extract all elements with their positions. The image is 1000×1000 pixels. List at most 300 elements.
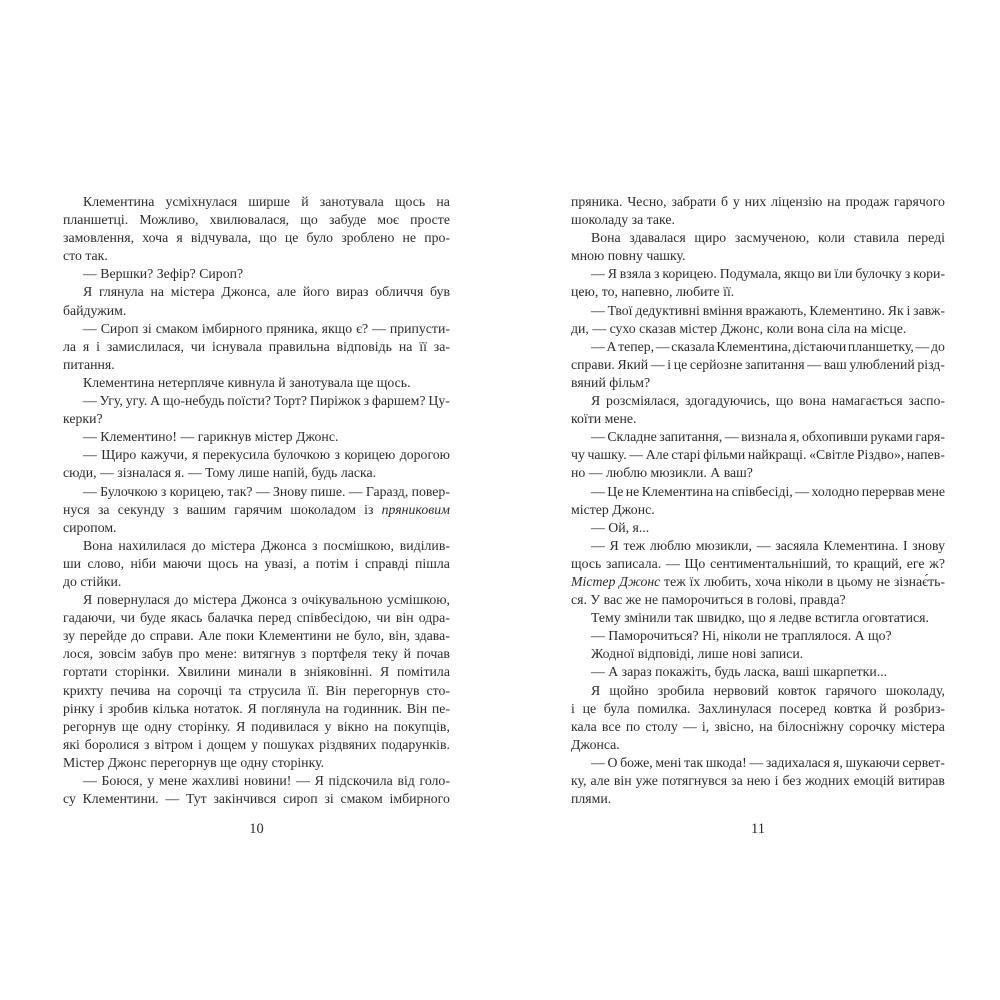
word: сироп [282, 791, 318, 807]
word: на [157, 682, 171, 698]
word: щось [394, 194, 426, 209]
word: маючи [162, 555, 202, 571]
word: поки [225, 628, 255, 644]
word: напевно, [621, 284, 673, 300]
word: Клементини. [82, 791, 159, 807]
word: у [147, 773, 155, 788]
word: Цу- [428, 393, 450, 409]
word: в [826, 573, 834, 589]
word: но [571, 465, 586, 481]
word: — [296, 773, 310, 788]
word: з [363, 393, 370, 409]
word: та [229, 682, 242, 698]
word: перегорнув [353, 682, 420, 698]
word: нервовий [713, 682, 769, 698]
word: ледве [779, 610, 812, 626]
word: Клементина [641, 483, 714, 499]
text-line [63, 736, 450, 754]
word: Він [325, 682, 347, 698]
word: посмішкою, [323, 537, 395, 553]
text-line [571, 682, 945, 700]
word: щось. [376, 374, 411, 390]
word: Щиро [101, 447, 137, 463]
text-line [571, 302, 945, 320]
word: припусти- [389, 320, 450, 336]
word: них [744, 194, 767, 209]
word: вона [799, 393, 826, 409]
word: завж- [913, 302, 945, 318]
word: Я [314, 773, 324, 788]
word: витирав [898, 773, 945, 788]
word: повернулася [96, 592, 170, 608]
word: на [374, 718, 388, 734]
word: — [187, 465, 202, 481]
word: сорочці [177, 682, 223, 698]
word: дорогою [399, 447, 450, 463]
word: лише [238, 465, 270, 481]
word: що [259, 230, 277, 246]
word: любите [675, 284, 720, 300]
word: портфеля [311, 646, 368, 662]
word: — [83, 483, 97, 499]
word: її [419, 338, 427, 354]
text-line [63, 283, 450, 301]
word: Ні, [702, 628, 720, 644]
word: Джонс, [720, 320, 764, 336]
word: і [99, 700, 104, 716]
word: чашку. [646, 248, 686, 264]
word: Тему [591, 610, 621, 626]
word: різдвяних [319, 736, 377, 752]
word: булочкою [273, 447, 331, 463]
word: Я [591, 682, 601, 698]
word: до [931, 338, 945, 354]
word: містер [679, 320, 718, 336]
word: в [746, 592, 754, 608]
word: Торт? [273, 393, 308, 409]
word: — [83, 266, 97, 282]
word: було [306, 230, 334, 246]
word: — [83, 429, 97, 445]
text-line [63, 663, 450, 681]
word: перегорнув [150, 754, 217, 770]
word: Я [607, 266, 617, 282]
word: вяний [571, 374, 606, 390]
word: то, [601, 284, 618, 300]
word: гадаючи, [63, 610, 116, 626]
word: будь [714, 664, 741, 680]
word: Боюся, [101, 773, 143, 788]
word: вас [603, 592, 623, 608]
word: це [284, 230, 299, 246]
word: — [591, 266, 605, 282]
word: ж? [929, 555, 945, 571]
text-line [63, 464, 450, 482]
word: існувала [212, 338, 262, 354]
text-line [63, 338, 450, 356]
word: Тому [205, 465, 235, 481]
word: ди, [571, 320, 589, 336]
word: очікувальною [301, 592, 383, 608]
word: з [291, 592, 297, 608]
word: покажіть, [655, 664, 712, 680]
word: з [904, 266, 911, 282]
text-line [63, 591, 450, 609]
word: про- [424, 230, 450, 246]
word: забрати [671, 194, 717, 209]
word: — [180, 429, 195, 445]
word: Можливо, [139, 212, 199, 228]
word: за [97, 501, 110, 517]
word: від [397, 773, 415, 788]
word: містер [571, 501, 609, 517]
word: була [603, 700, 630, 716]
word: Я [236, 718, 246, 734]
word: зараз [621, 664, 652, 680]
text-line [63, 410, 450, 428]
word: на [150, 284, 165, 300]
word: він [613, 773, 632, 788]
word: сюди, [63, 465, 97, 481]
word: вміння [702, 302, 743, 318]
word: Булочкою [100, 483, 158, 499]
word: ставила [853, 230, 900, 246]
word: пішла [414, 555, 450, 571]
text-line [571, 718, 945, 736]
word: ваш? [723, 465, 753, 481]
word: замовлення, [63, 230, 135, 246]
word: Хвилини [177, 664, 231, 680]
left-page-text-column [63, 193, 450, 808]
word: до [174, 592, 189, 608]
word: Це [607, 483, 624, 499]
word: поглянула [261, 700, 321, 716]
word: підскочила [328, 773, 393, 788]
word: її. [307, 682, 319, 698]
text-line [63, 754, 450, 772]
word: теж [623, 537, 646, 553]
word: здава- [414, 628, 450, 644]
word: Джонс [619, 573, 661, 589]
word: містера [211, 537, 256, 553]
text-line [571, 537, 945, 555]
word: зніяковінні. [303, 664, 373, 680]
word: різд- [917, 356, 945, 372]
word: — [915, 338, 930, 354]
word: новини! [243, 773, 292, 788]
word: їли [834, 266, 853, 282]
word: чи [190, 338, 206, 354]
word: столу [645, 718, 678, 734]
word: Вона [591, 230, 621, 246]
text-line [571, 446, 945, 464]
word: відповідь [336, 338, 392, 354]
word: печива [110, 682, 151, 698]
word: потім [315, 555, 349, 571]
word: Зефір? [156, 266, 196, 282]
word: зроблено [341, 230, 395, 246]
word: — [83, 320, 97, 336]
word: білосніжну [777, 718, 844, 734]
word: Джонс [107, 754, 147, 770]
word: — [650, 356, 665, 372]
word: Містер [63, 754, 105, 770]
word: Як [887, 302, 904, 318]
word: відповіді, [637, 646, 695, 662]
word: гаря- [915, 429, 945, 445]
word: струсила [248, 682, 301, 698]
word: я [769, 610, 776, 626]
word: зробив [107, 700, 148, 716]
text-line [571, 283, 945, 301]
word: з [160, 483, 167, 499]
word: я [82, 338, 90, 354]
word: я, [832, 754, 843, 770]
word: співбесідою, [296, 610, 372, 626]
word: сказала [671, 338, 715, 354]
word: сто- [426, 682, 450, 698]
word: Але [645, 447, 669, 463]
word: просте [410, 212, 450, 228]
word: справи. [571, 356, 615, 372]
text-line [571, 320, 945, 338]
word: теж [664, 573, 686, 589]
word: Я [83, 592, 93, 608]
word: покупців, [393, 718, 450, 734]
word: встигла [814, 610, 859, 626]
word: керки? [63, 411, 103, 427]
text-line [63, 609, 450, 627]
word: коли [766, 320, 794, 336]
word: його [302, 284, 330, 300]
word: щиро [694, 230, 727, 246]
word: — [592, 320, 607, 336]
text-line [571, 392, 945, 410]
word: дощем [206, 736, 247, 752]
word: секунду [117, 501, 165, 517]
word: Який [617, 356, 649, 372]
text-line [571, 374, 945, 392]
word: містера [170, 284, 215, 300]
word: на [398, 338, 413, 354]
text-line [63, 555, 450, 573]
text-line [63, 573, 450, 591]
word: — [83, 447, 97, 463]
word: фаршем? [371, 393, 426, 409]
word: перекусила [202, 447, 270, 463]
word: звісно, [714, 718, 754, 734]
word: вашим [186, 501, 226, 517]
word: місце. [870, 320, 907, 336]
right-page-number: 11 [751, 821, 765, 837]
left-page-number: 10 [249, 821, 264, 837]
word: дедуктивні [635, 302, 700, 318]
word: знову [912, 537, 945, 553]
word: — [588, 465, 603, 481]
word: ще [220, 754, 237, 770]
word: — [591, 302, 605, 318]
word: подивилася [251, 718, 319, 734]
word: й [403, 646, 411, 662]
word: не [644, 592, 659, 608]
word: коїти [571, 411, 602, 427]
word: які [63, 736, 80, 752]
word: якщо [321, 320, 353, 336]
word: так [674, 610, 694, 626]
text-line [63, 790, 450, 808]
word: Гаразд, [365, 483, 409, 499]
text-line [571, 573, 945, 591]
word: по [625, 718, 641, 734]
word: гарикнув [197, 429, 252, 445]
text-line [63, 193, 450, 211]
word: до [131, 628, 146, 644]
word: це [673, 356, 688, 372]
word: Я [609, 537, 619, 553]
text-line [571, 193, 945, 211]
word: серйозне [689, 356, 743, 372]
word: О [607, 754, 618, 770]
text-line [571, 645, 945, 663]
word: — [655, 338, 670, 354]
word: тепер, [618, 338, 655, 354]
word: хоча [755, 573, 782, 589]
word: лише [697, 646, 729, 662]
word: мюзикли, [695, 537, 752, 553]
word: ши [63, 555, 82, 571]
word: пише. [310, 483, 346, 499]
word: крихту [63, 682, 104, 698]
word: і [774, 773, 779, 788]
text-line [63, 537, 450, 555]
word: голо- [419, 773, 450, 788]
word: сторінку. [271, 754, 325, 770]
word: але [590, 773, 610, 788]
word: Клементино. [809, 302, 885, 318]
word: хоча [142, 230, 169, 246]
word: виділив- [399, 537, 450, 553]
word: люблю [606, 465, 648, 481]
word: містера [192, 592, 237, 608]
word: імбирного [201, 320, 263, 336]
text-line [571, 338, 945, 356]
word: нахилилася [118, 537, 186, 553]
word: ще [121, 718, 139, 734]
word: шкарпетки... [813, 664, 888, 680]
word: сторінку. [177, 718, 231, 734]
word: і [198, 736, 202, 752]
word: Джонса, [221, 284, 271, 300]
word: найкращі. [747, 447, 807, 463]
word: нотаток. [193, 700, 243, 716]
word: зізналася [117, 465, 172, 481]
text-line [571, 519, 945, 537]
word: занотувала [319, 194, 384, 209]
word: шукаючи [845, 754, 900, 770]
word: так [684, 754, 704, 770]
word: старі [671, 447, 701, 463]
word: Я [247, 700, 257, 716]
word: А [150, 393, 161, 409]
word: кивнула [227, 374, 275, 390]
word: у [324, 718, 332, 734]
word: розсміялася, [606, 393, 680, 409]
word: відчувала, [190, 230, 252, 246]
word: він [395, 610, 414, 626]
word: мене. [604, 411, 637, 427]
word: ваш [823, 356, 847, 372]
word: обличчя [375, 284, 424, 300]
word: корицею. [662, 266, 717, 282]
word: чу [571, 447, 585, 463]
text-line [571, 555, 945, 573]
word: — [591, 537, 605, 553]
word: траплялося. [781, 628, 852, 644]
word: — [591, 754, 605, 770]
word: коли [818, 230, 846, 246]
word: мною [571, 248, 605, 264]
word: — [807, 356, 822, 372]
word: Жодної [591, 646, 635, 662]
word: таке. [646, 212, 675, 228]
word: і [96, 338, 100, 354]
word: Джонс. [295, 429, 339, 445]
word: вражають, [745, 302, 807, 318]
text-line [63, 374, 450, 392]
text-line [63, 247, 450, 265]
word: Твої [607, 302, 633, 318]
word: правильна [268, 338, 330, 354]
text-line [571, 483, 945, 501]
word: мені [655, 754, 682, 770]
word: смаком [155, 320, 198, 336]
word: планшетку, [847, 338, 914, 354]
word: же [625, 592, 642, 608]
word: зізнає́ть- [893, 573, 945, 589]
word: швидко, [696, 610, 745, 626]
text-line [63, 483, 450, 501]
word: — [83, 773, 97, 788]
word: Угу, [99, 393, 123, 409]
word: сиропом. [63, 519, 117, 535]
word: Подумала, [719, 266, 782, 282]
word: Я [591, 393, 601, 409]
word: — [591, 429, 605, 445]
word: це [582, 700, 597, 716]
word: шоколаду [571, 212, 629, 228]
word: лося, [63, 646, 94, 662]
word: улюблений [849, 356, 915, 372]
word: і [354, 555, 359, 571]
word: кращий, [853, 555, 903, 571]
word: Клементини [258, 628, 332, 644]
word: справді [365, 555, 409, 571]
word: я... [632, 519, 650, 535]
text-line [571, 772, 945, 790]
word: перейде [79, 628, 127, 644]
word: Але [198, 628, 222, 644]
word: сто [63, 248, 82, 264]
word: замислилася, [106, 338, 184, 354]
word: містера [901, 718, 945, 734]
word: записала. [606, 555, 662, 571]
text-line [571, 501, 945, 519]
text-line [63, 265, 450, 283]
word: щось [207, 555, 239, 571]
word: ковтка [833, 700, 872, 716]
word: увазі, [264, 555, 297, 571]
word: ся. [571, 592, 587, 608]
